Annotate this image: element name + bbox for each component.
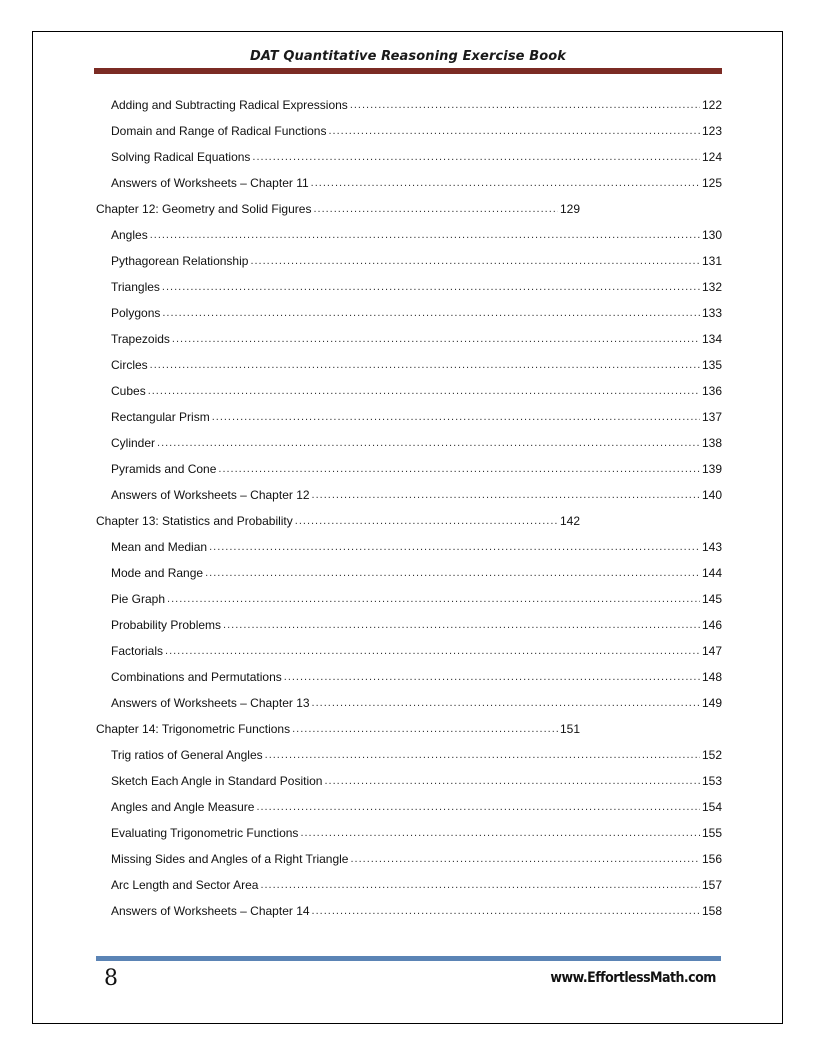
- header-divider: [94, 68, 722, 74]
- toc-dot-leader: [295, 515, 558, 527]
- toc-entry-page: 140: [701, 488, 722, 502]
- table-of-contents: [94, 92, 722, 924]
- website-link[interactable]: www.EffortlessMath.com: [550, 970, 716, 986]
- toc-section-entry[interactable]: [94, 794, 722, 820]
- toc-section-entry[interactable]: [94, 456, 722, 482]
- toc-section-entry[interactable]: [94, 170, 722, 196]
- toc-section-entry[interactable]: [94, 768, 722, 794]
- toc-section-entry[interactable]: [94, 378, 722, 404]
- toc-entry-title: Pie Graph: [111, 592, 166, 606]
- toc-entry-title: Factorials: [111, 644, 164, 658]
- toc-entry-page: 134: [701, 332, 722, 346]
- toc-section-entry[interactable]: [94, 612, 722, 638]
- toc-entry-title: Answers of Worksheets – Chapter 11: [111, 176, 309, 190]
- toc-section-entry[interactable]: [94, 144, 722, 170]
- toc-dot-leader: [212, 411, 700, 423]
- toc-section-entry[interactable]: [94, 742, 722, 768]
- toc-dot-leader: [311, 177, 700, 189]
- toc-entry-page: 124: [701, 150, 722, 164]
- toc-dot-leader: [313, 203, 558, 215]
- toc-section-entry[interactable]: [94, 326, 722, 352]
- toc-entry-page: 157: [701, 878, 722, 892]
- toc-entry-title: Chapter 13: Statistics and Probability: [96, 514, 293, 528]
- toc-entry-title: Answers of Worksheets – Chapter 13: [111, 696, 310, 710]
- toc-entry-title: Trig ratios of General Angles: [111, 748, 263, 762]
- toc-dot-leader: [218, 463, 700, 475]
- toc-chapter-entry[interactable]: [94, 716, 580, 742]
- toc-entry-title: Answers of Worksheets – Chapter 12: [111, 488, 310, 502]
- toc-entry-title: Evaluating Trigonometric Functions: [111, 826, 299, 840]
- toc-entry-title: Cylinder: [111, 436, 156, 450]
- toc-section-entry[interactable]: [94, 872, 722, 898]
- toc-section-entry[interactable]: [94, 274, 722, 300]
- toc-entry-page: 139: [701, 462, 722, 476]
- toc-entry-title: Pythagorean Relationship: [111, 254, 249, 268]
- toc-entry-page: 147: [701, 644, 722, 658]
- toc-entry-page: 142: [559, 514, 580, 528]
- toc-dot-leader: [250, 255, 700, 267]
- toc-chapter-entry[interactable]: [94, 196, 580, 222]
- toc-section-entry[interactable]: [94, 560, 722, 586]
- page-number: 8: [104, 966, 118, 991]
- toc-entry-page: 144: [701, 566, 722, 580]
- toc-dot-leader: [223, 619, 700, 631]
- toc-entry-title: Polygons: [111, 306, 161, 320]
- toc-dot-leader: [265, 749, 700, 761]
- toc-section-entry[interactable]: [94, 300, 722, 326]
- toc-entry-title: Mode and Range: [111, 566, 204, 580]
- toc-entry-title: Sketch Each Angle in Standard Position: [111, 774, 323, 788]
- toc-entry-page: 123: [701, 124, 722, 138]
- toc-dot-leader: [150, 229, 700, 241]
- toc-entry-title: Trapezoids: [111, 332, 170, 346]
- toc-dot-leader: [284, 671, 700, 683]
- toc-entry-page: 129: [559, 202, 580, 216]
- toc-dot-leader: [260, 879, 700, 891]
- toc-entry-title: Pyramids and Cone: [111, 462, 217, 476]
- toc-entry-page: 155: [701, 826, 722, 840]
- toc-entry-title: Adding and Subtracting Radical Expressions: [111, 98, 348, 112]
- toc-section-entry[interactable]: [94, 92, 722, 118]
- toc-dot-leader: [150, 359, 700, 371]
- toc-entry-page: 154: [701, 800, 722, 814]
- toc-dot-leader: [205, 567, 700, 579]
- toc-section-entry[interactable]: [94, 586, 722, 612]
- toc-entry-page: 130: [701, 228, 722, 242]
- toc-dot-leader: [148, 385, 700, 397]
- toc-dot-leader: [162, 281, 700, 293]
- toc-entry-title: Arc Length and Sector Area: [111, 878, 259, 892]
- toc-entry-title: Missing Sides and Angles of a Right Triangle: [111, 852, 349, 866]
- toc-dot-leader: [292, 723, 558, 735]
- toc-entry-page: 143: [701, 540, 722, 554]
- toc-entry-page: 146: [701, 618, 722, 632]
- toc-section-entry[interactable]: [94, 846, 722, 872]
- toc-dot-leader: [256, 801, 700, 813]
- toc-dot-leader: [350, 99, 700, 111]
- toc-chapter-entry[interactable]: [94, 508, 580, 534]
- toc-dot-leader: [172, 333, 700, 345]
- toc-entry-page: 138: [701, 436, 722, 450]
- toc-entry-title: Circles: [111, 358, 148, 372]
- toc-entry-page: 152: [701, 748, 722, 762]
- toc-entry-title: Angles and Angle Measure: [111, 800, 255, 814]
- toc-section-entry[interactable]: [94, 404, 722, 430]
- toc-section-entry[interactable]: [94, 222, 722, 248]
- toc-entry-title: Cubes: [111, 384, 146, 398]
- toc-entry-page: 125: [701, 176, 722, 190]
- toc-dot-leader: [328, 125, 700, 137]
- toc-entry-title: Probability Problems: [111, 618, 222, 632]
- toc-dot-leader: [312, 905, 700, 917]
- toc-entry-page: 132: [701, 280, 722, 294]
- toc-entry-title: Angles: [111, 228, 148, 242]
- footer-divider: [96, 956, 721, 961]
- toc-entry-page: 135: [701, 358, 722, 372]
- toc-section-entry[interactable]: [94, 690, 722, 716]
- toc-entry-page: 131: [701, 254, 722, 268]
- toc-dot-leader: [312, 489, 700, 501]
- toc-entry-title: Chapter 12: Geometry and Solid Figures: [96, 202, 312, 216]
- toc-dot-leader: [167, 593, 700, 605]
- toc-section-entry[interactable]: [94, 430, 722, 456]
- toc-dot-leader: [252, 151, 700, 163]
- toc-dot-leader: [162, 307, 700, 319]
- toc-section-entry[interactable]: [94, 482, 722, 508]
- toc-entry-title: Combinations and Permutations: [111, 670, 282, 684]
- toc-entry-title: Rectangular Prism: [111, 410, 210, 424]
- toc-section-entry[interactable]: [94, 534, 722, 560]
- toc-dot-leader: [300, 827, 700, 839]
- toc-entry-title: Domain and Range of Radical Functions: [111, 124, 327, 138]
- toc-entry-page: 145: [701, 592, 722, 606]
- toc-dot-leader: [350, 853, 700, 865]
- toc-section-entry[interactable]: [94, 248, 722, 274]
- toc-dot-leader: [157, 437, 700, 449]
- book-title: DAT Quantitative Reasoning Exercise Book: [249, 49, 567, 64]
- toc-entry-title: Solving Radical Equations: [111, 150, 251, 164]
- toc-entry-page: 158: [701, 904, 722, 918]
- toc-entry-page: 133: [701, 306, 722, 320]
- toc-entry-page: 151: [559, 722, 580, 736]
- toc-entry-title: Triangles: [111, 280, 160, 294]
- toc-section-entry[interactable]: [94, 820, 722, 846]
- toc-entry-page: 149: [701, 696, 722, 710]
- toc-entry-title: Mean and Median: [111, 540, 208, 554]
- toc-entry-page: 136: [701, 384, 722, 398]
- toc-entry-page: 122: [701, 98, 722, 112]
- toc-entry-title: Answers of Worksheets – Chapter 14: [111, 904, 310, 918]
- toc-section-entry[interactable]: [94, 118, 722, 144]
- toc-section-entry[interactable]: [94, 352, 722, 378]
- toc-entry-page: 137: [701, 410, 722, 424]
- toc-dot-leader: [324, 775, 699, 787]
- toc-dot-leader: [165, 645, 700, 657]
- toc-dot-leader: [209, 541, 700, 553]
- toc-entry-page: 156: [701, 852, 722, 866]
- toc-dot-leader: [312, 697, 700, 709]
- toc-section-entry[interactable]: [94, 898, 722, 924]
- toc-section-entry[interactable]: [94, 664, 722, 690]
- toc-entry-title: Chapter 14: Trigonometric Functions: [96, 722, 291, 736]
- toc-entry-page: 153: [701, 774, 722, 788]
- toc-entry-page: 148: [701, 670, 722, 684]
- toc-section-entry[interactable]: [94, 638, 722, 664]
